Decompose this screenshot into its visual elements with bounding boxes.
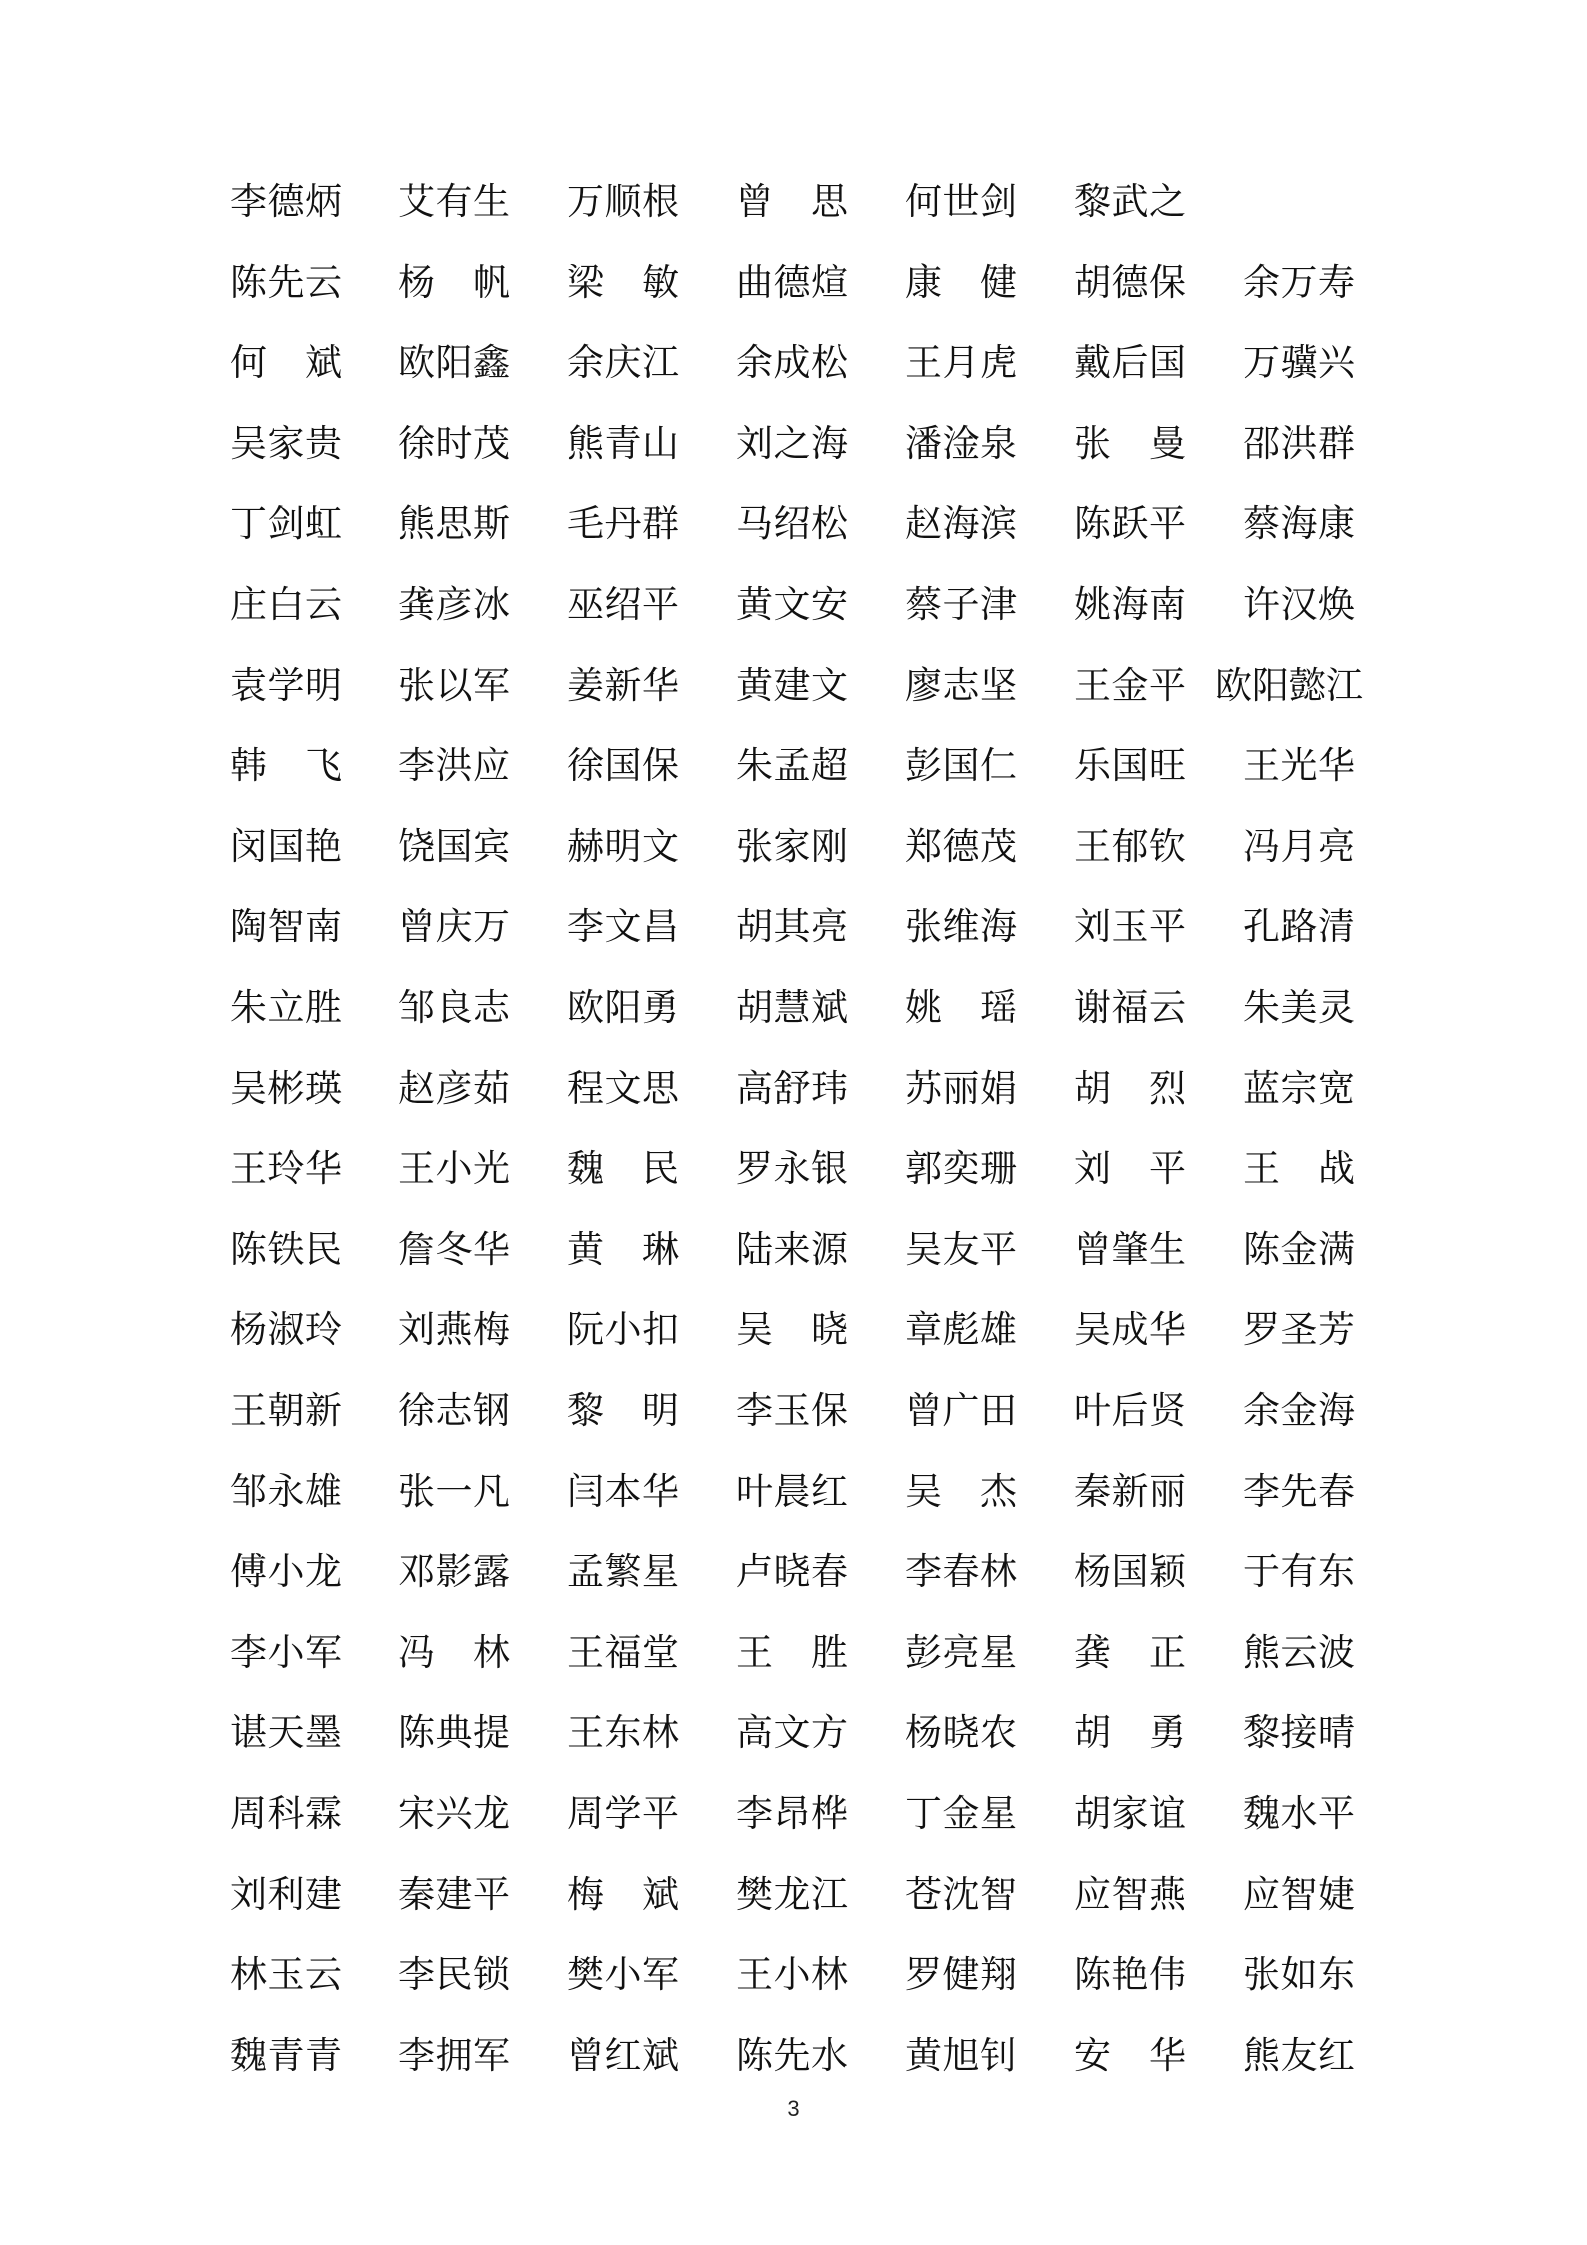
- person-name: 蔡海康: [1243, 502, 1355, 545]
- person-name: 欧阳鑫: [398, 341, 510, 384]
- person-name: 王月虎: [905, 341, 1017, 384]
- person-name: 吴家贵: [230, 422, 342, 465]
- person-name: 黄建文: [736, 664, 848, 707]
- person-name: 李先春: [1243, 1470, 1355, 1513]
- person-name: 熊友红: [1243, 2034, 1355, 2077]
- person-name: 魏 民: [567, 1147, 679, 1190]
- person-name: 苍沈智: [905, 1873, 1017, 1916]
- person-name: 王郁钦: [1074, 825, 1186, 868]
- name-row: [0, 978, 1587, 1038]
- person-name: 林玉云: [230, 1953, 342, 1996]
- person-name: 姜新华: [567, 664, 679, 707]
- person-name: 熊思斯: [398, 502, 510, 545]
- person-name: 邵洪群: [1243, 422, 1355, 465]
- person-name: 张一凡: [398, 1470, 510, 1513]
- person-name: 应智燕: [1074, 1873, 1186, 1916]
- person-name: 张如东: [1243, 1953, 1355, 1996]
- person-name: 何世剑: [905, 180, 1017, 223]
- name-row: [0, 1381, 1587, 1441]
- person-name: 朱孟超: [736, 744, 848, 787]
- person-name: 廖志坚: [905, 664, 1017, 707]
- person-name: 李德炳: [230, 180, 342, 223]
- name-row: [0, 1623, 1587, 1683]
- name-row: [0, 253, 1587, 313]
- person-name: 杨国颖: [1074, 1550, 1186, 1593]
- person-name: 曾庆万: [398, 905, 510, 948]
- person-name: 陆来源: [736, 1228, 848, 1271]
- person-name: 郑德茂: [905, 825, 1017, 868]
- person-name: 徐国保: [567, 744, 679, 787]
- person-name: 姚海南: [1074, 583, 1186, 626]
- person-name: 余金海: [1243, 1389, 1355, 1432]
- person-name: 樊龙江: [736, 1873, 848, 1916]
- name-row: [0, 575, 1587, 635]
- person-name: 丁金星: [905, 1792, 1017, 1835]
- person-name: 毛丹群: [567, 502, 679, 545]
- person-name: 秦建平: [398, 1873, 510, 1916]
- person-name: 王小光: [398, 1147, 510, 1190]
- person-name: 胡 勇: [1074, 1711, 1186, 1754]
- person-name: 李玉保: [736, 1389, 848, 1432]
- person-name: 何 斌: [230, 341, 342, 384]
- person-name: 李文昌: [567, 905, 679, 948]
- person-name: 梅 斌: [567, 1873, 679, 1916]
- person-name: 熊青山: [567, 422, 679, 465]
- person-name: 秦新丽: [1074, 1470, 1186, 1513]
- person-name: 黄 琳: [567, 1228, 679, 1271]
- person-name: 曾 思: [736, 180, 848, 223]
- person-name: 王 胜: [736, 1631, 848, 1674]
- name-row: [0, 333, 1587, 393]
- person-name: 曲德煊: [736, 261, 848, 304]
- person-name: 杨晓农: [905, 1711, 1017, 1754]
- person-name: 周科霖: [230, 1792, 342, 1835]
- person-name: 张 曼: [1074, 422, 1186, 465]
- person-name: 饶国宾: [398, 825, 510, 868]
- person-name: 高舒玮: [736, 1067, 848, 1110]
- person-name: 郭奕珊: [905, 1147, 1017, 1190]
- person-name: 王东林: [567, 1711, 679, 1754]
- person-name: 谢福云: [1074, 986, 1186, 1029]
- person-name: 欧阳勇: [567, 986, 679, 1029]
- person-name: 邹良志: [398, 986, 510, 1029]
- person-name: 安 华: [1074, 2034, 1186, 2077]
- person-name: 黎武之: [1074, 180, 1186, 223]
- person-name: 冯月亮: [1243, 825, 1355, 868]
- person-name: 胡家谊: [1074, 1792, 1186, 1835]
- name-row: [0, 897, 1587, 957]
- name-row: [0, 817, 1587, 877]
- person-name: 巫绍平: [567, 583, 679, 626]
- person-name: 陈金满: [1243, 1228, 1355, 1271]
- name-row: [0, 1139, 1587, 1199]
- person-name: 吴 晓: [736, 1308, 848, 1351]
- person-name: 张维海: [905, 905, 1017, 948]
- person-name: 胡 烈: [1074, 1067, 1186, 1110]
- person-name: 陈跃平: [1074, 502, 1186, 545]
- name-row: [0, 2026, 1587, 2086]
- person-name: 王福堂: [567, 1631, 679, 1674]
- name-row: [0, 1220, 1587, 1280]
- person-name: 刘玉平: [1074, 905, 1186, 948]
- person-name: 曾红斌: [567, 2034, 679, 2077]
- person-name: 陈铁民: [230, 1228, 342, 1271]
- person-name: 黄文安: [736, 583, 848, 626]
- person-name: 闫本华: [567, 1470, 679, 1513]
- name-row: [0, 1059, 1587, 1119]
- person-name: 徐时茂: [398, 422, 510, 465]
- person-name: 王光华: [1243, 744, 1355, 787]
- person-name: 程文思: [567, 1067, 679, 1110]
- person-name: 张家刚: [736, 825, 848, 868]
- person-name: 苏丽娟: [905, 1067, 1017, 1110]
- person-name: 罗永银: [736, 1147, 848, 1190]
- person-name: 龚彦冰: [398, 583, 510, 626]
- person-name: 应智婕: [1243, 1873, 1355, 1916]
- person-name: 朱美灵: [1243, 986, 1355, 1029]
- person-name: 李民锁: [398, 1953, 510, 1996]
- person-name: 魏水平: [1243, 1792, 1355, 1835]
- person-name: 高文方: [736, 1711, 848, 1754]
- person-name: 余庆江: [567, 341, 679, 384]
- person-name: 陈典提: [398, 1711, 510, 1754]
- person-name: 闵国艳: [230, 825, 342, 868]
- person-name: 王金平: [1074, 664, 1186, 707]
- person-name: 阮小扣: [567, 1308, 679, 1351]
- person-name: 詹冬华: [398, 1228, 510, 1271]
- person-name: 黎 明: [567, 1389, 679, 1432]
- person-name: 谌天墨: [230, 1711, 342, 1754]
- person-name: 冯 林: [398, 1631, 510, 1674]
- name-row: [0, 656, 1587, 716]
- name-row: [0, 414, 1587, 474]
- person-name: 朱立胜: [230, 986, 342, 1029]
- name-row: [0, 1784, 1587, 1844]
- person-name: 叶晨红: [736, 1470, 848, 1513]
- person-name: 赵海滨: [905, 502, 1017, 545]
- person-name: 章彪雄: [905, 1308, 1017, 1351]
- person-name: 潘淦泉: [905, 422, 1017, 465]
- person-name: 万骥兴: [1243, 341, 1355, 384]
- person-name: 曾肇生: [1074, 1228, 1186, 1271]
- person-name: 欧阳懿江: [1215, 664, 1363, 707]
- person-name: 彭亮星: [905, 1631, 1017, 1674]
- person-name: 戴后国: [1074, 341, 1186, 384]
- person-name: 吴友平: [905, 1228, 1017, 1271]
- person-name: 叶后贤: [1074, 1389, 1186, 1432]
- person-name: 陈艳伟: [1074, 1953, 1186, 1996]
- person-name: 赫明文: [567, 825, 679, 868]
- name-row: [0, 1462, 1587, 1522]
- name-row: [0, 1865, 1587, 1925]
- person-name: 许汉焕: [1243, 583, 1355, 626]
- person-name: 王 战: [1243, 1147, 1355, 1190]
- person-name: 胡慧斌: [736, 986, 848, 1029]
- person-name: 刘燕梅: [398, 1308, 510, 1351]
- person-name: 傅小龙: [230, 1550, 342, 1593]
- person-name: 黎接晴: [1243, 1711, 1355, 1754]
- person-name: 龚 正: [1074, 1631, 1186, 1674]
- person-name: 马绍松: [736, 502, 848, 545]
- person-name: 宋兴龙: [398, 1792, 510, 1835]
- person-name: 康 健: [905, 261, 1017, 304]
- person-name: 周学平: [567, 1792, 679, 1835]
- person-name: 樊小军: [567, 1953, 679, 1996]
- person-name: 张以军: [398, 664, 510, 707]
- person-name: 于有东: [1243, 1550, 1355, 1593]
- person-name: 胡德保: [1074, 261, 1186, 304]
- person-name: 梁 敏: [567, 261, 679, 304]
- person-name: 袁学明: [230, 664, 342, 707]
- name-row: [0, 1300, 1587, 1360]
- person-name: 余万寿: [1243, 261, 1355, 304]
- person-name: 刘之海: [736, 422, 848, 465]
- person-name: 王小林: [736, 1953, 848, 1996]
- person-name: 魏青青: [230, 2034, 342, 2077]
- person-name: 熊云波: [1243, 1631, 1355, 1674]
- person-name: 罗健翔: [905, 1953, 1017, 1996]
- person-name: 吴成华: [1074, 1308, 1186, 1351]
- person-name: 陶智南: [230, 905, 342, 948]
- person-name: 万顺根: [567, 180, 679, 223]
- name-row: [0, 736, 1587, 796]
- person-name: 丁剑虹: [230, 502, 342, 545]
- person-name: 王朝新: [230, 1389, 342, 1432]
- person-name: 李小军: [230, 1631, 342, 1674]
- person-name: 李拥军: [398, 2034, 510, 2077]
- person-name: 李洪应: [398, 744, 510, 787]
- page-number: 3: [787, 2096, 800, 2121]
- person-name: 邓影露: [398, 1550, 510, 1593]
- person-name: 邹永雄: [230, 1470, 342, 1513]
- name-row: [0, 172, 1587, 232]
- person-name: 陈先云: [230, 261, 342, 304]
- person-name: 徐志钢: [398, 1389, 510, 1432]
- person-name: 黄旭钊: [905, 2034, 1017, 2077]
- person-name: 姚 瑶: [905, 986, 1017, 1029]
- person-name: 赵彦茹: [398, 1067, 510, 1110]
- person-name: 吴 杰: [905, 1470, 1017, 1513]
- person-name: 蓝宗宽: [1243, 1067, 1355, 1110]
- person-name: 杨淑玲: [230, 1308, 342, 1351]
- person-name: 孔路清: [1243, 905, 1355, 948]
- name-row: [0, 1703, 1587, 1763]
- person-name: 韩 飞: [230, 744, 342, 787]
- person-name: 卢晓春: [736, 1550, 848, 1593]
- person-name: 胡其亮: [736, 905, 848, 948]
- person-name: 刘 平: [1074, 1147, 1186, 1190]
- name-row: [0, 1542, 1587, 1602]
- name-row: [0, 1945, 1587, 2005]
- person-name: 吴彬瑛: [230, 1067, 342, 1110]
- person-name: 孟繁星: [567, 1550, 679, 1593]
- name-row: [0, 494, 1587, 554]
- person-name: 艾有生: [398, 180, 510, 223]
- person-name: 王玲华: [230, 1147, 342, 1190]
- person-name: 庄白云: [230, 583, 342, 626]
- person-name: 余成松: [736, 341, 848, 384]
- person-name: 刘利建: [230, 1873, 342, 1916]
- person-name: 陈先水: [736, 2034, 848, 2077]
- person-name: 罗圣芳: [1243, 1308, 1355, 1351]
- person-name: 杨 帆: [398, 261, 510, 304]
- person-name: 乐国旺: [1074, 744, 1186, 787]
- person-name: 李昂桦: [736, 1792, 848, 1835]
- person-name: 蔡子津: [905, 583, 1017, 626]
- person-name: 李春林: [905, 1550, 1017, 1593]
- person-name: 彭国仁: [905, 744, 1017, 787]
- person-name: 曾广田: [905, 1389, 1017, 1432]
